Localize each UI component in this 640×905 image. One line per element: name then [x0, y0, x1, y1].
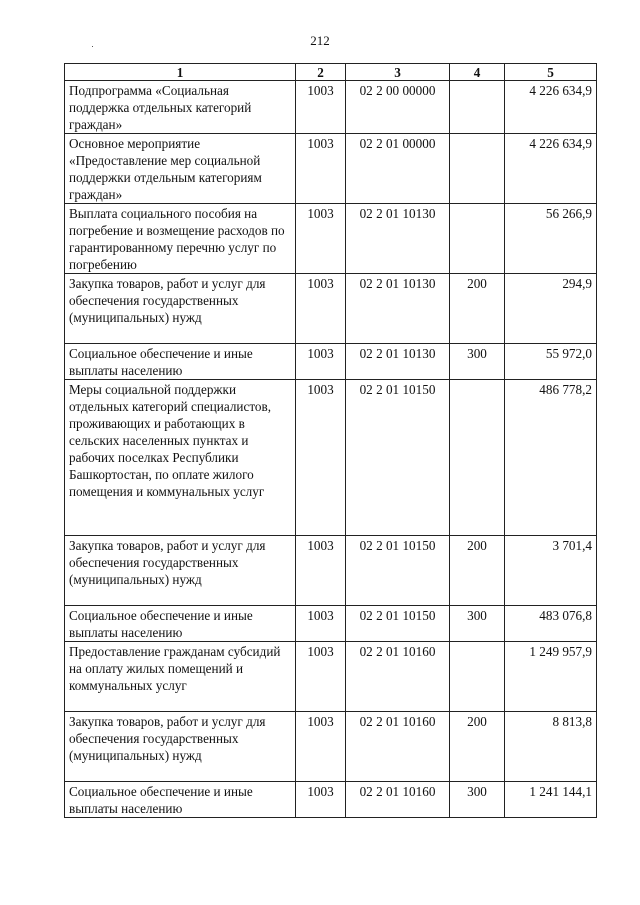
header-col-1: 1	[65, 64, 296, 81]
row-section: 1003	[296, 380, 346, 536]
table-row	[65, 274, 597, 344]
row-section: 1003	[296, 712, 346, 782]
row-amount: 486 778,2	[505, 380, 597, 536]
row-name: Подпрограмма «Социальная поддержка отдельных категорий граждан»	[65, 81, 296, 134]
table-row	[65, 134, 597, 204]
row-article: 02 2 01 10160	[346, 782, 450, 818]
header-row	[65, 64, 597, 81]
row-article: 02 2 01 10160	[346, 642, 450, 712]
table-row	[65, 344, 597, 380]
row-article: 02 2 01 10160	[346, 712, 450, 782]
table-row	[65, 712, 597, 782]
table-row	[65, 536, 597, 606]
row-name: Закупка товаров, работ и услуг для обеспечения государственных (муниципальных) нужд	[65, 536, 296, 606]
row-name: Меры социальной поддержки отдельных категорий специалистов, проживающих и работающих в сельских населенных пунктах и рабочих поселках Республики Башкортостан, по оплате жилого помещения и коммунальных услуг	[65, 380, 296, 536]
row-section: 1003	[296, 274, 346, 344]
page-number: 212	[310, 33, 330, 48]
row-type	[450, 642, 505, 712]
row-article: 02 2 01 00000	[346, 134, 450, 204]
row-amount: 4 226 634,9	[505, 134, 597, 204]
header-col-4: 4	[450, 64, 505, 81]
table-row	[65, 606, 597, 642]
row-amount: 8 813,8	[505, 712, 597, 782]
table-row	[65, 81, 597, 134]
row-type: 300	[450, 782, 505, 818]
row-article: 02 2 01 10150	[346, 380, 450, 536]
header-col-2: 2	[296, 64, 346, 81]
scan-speck	[92, 46, 93, 47]
table-row	[65, 204, 597, 274]
row-section: 1003	[296, 344, 346, 380]
row-amount: 1 249 957,9	[505, 642, 597, 712]
row-name: Предоставление гражданам субсидий на оплату жилых помещений и коммунальных услуг	[65, 642, 296, 712]
row-amount: 55 972,0	[505, 344, 597, 380]
row-amount: 294,9	[505, 274, 597, 344]
header-col-5: 5	[505, 64, 597, 81]
row-section: 1003	[296, 204, 346, 274]
row-amount: 4 226 634,9	[505, 81, 597, 134]
row-article: 02 2 01 10130	[346, 274, 450, 344]
row-article: 02 2 01 10150	[346, 606, 450, 642]
row-name: Социальное обеспечение и иные выплаты населению	[65, 606, 296, 642]
row-type	[450, 204, 505, 274]
row-section: 1003	[296, 642, 346, 712]
row-type: 300	[450, 606, 505, 642]
row-type: 300	[450, 344, 505, 380]
row-name: Основное мероприятие «Предоставление мер социальной поддержки отдельным категориям граждан»	[65, 134, 296, 204]
row-amount: 3 701,4	[505, 536, 597, 606]
table-row	[65, 642, 597, 712]
row-type: 200	[450, 712, 505, 782]
row-section: 1003	[296, 81, 346, 134]
row-article: 02 2 01 10130	[346, 204, 450, 274]
row-name: Закупка товаров, работ и услуг для обеспечения государственных (муниципальных) нужд	[65, 712, 296, 782]
row-type	[450, 134, 505, 204]
row-name: Социальное обеспечение и иные выплаты населению	[65, 344, 296, 380]
table-row	[65, 782, 597, 818]
row-amount: 1 241 144,1	[505, 782, 597, 818]
row-amount: 483 076,8	[505, 606, 597, 642]
budget-table	[64, 63, 597, 818]
row-name: Социальное обеспечение и иные выплаты населению	[65, 782, 296, 818]
row-type	[450, 81, 505, 134]
row-article: 02 2 01 10150	[346, 536, 450, 606]
row-type	[450, 380, 505, 536]
table-row	[65, 380, 597, 536]
row-name: Закупка товаров, работ и услуг для обеспечения государственных (муниципальных) нужд	[65, 274, 296, 344]
row-section: 1003	[296, 134, 346, 204]
row-article: 02 2 01 10130	[346, 344, 450, 380]
row-article: 02 2 00 00000	[346, 81, 450, 134]
table-body	[65, 81, 597, 818]
row-amount: 56 266,9	[505, 204, 597, 274]
row-type: 200	[450, 536, 505, 606]
row-section: 1003	[296, 782, 346, 818]
row-type: 200	[450, 274, 505, 344]
row-name: Выплата социального пособия на погребение и возмещение расходов по гарантированному перечню услуг по погребению	[65, 204, 296, 274]
header-col-3: 3	[346, 64, 450, 81]
row-section: 1003	[296, 606, 346, 642]
row-section: 1003	[296, 536, 346, 606]
